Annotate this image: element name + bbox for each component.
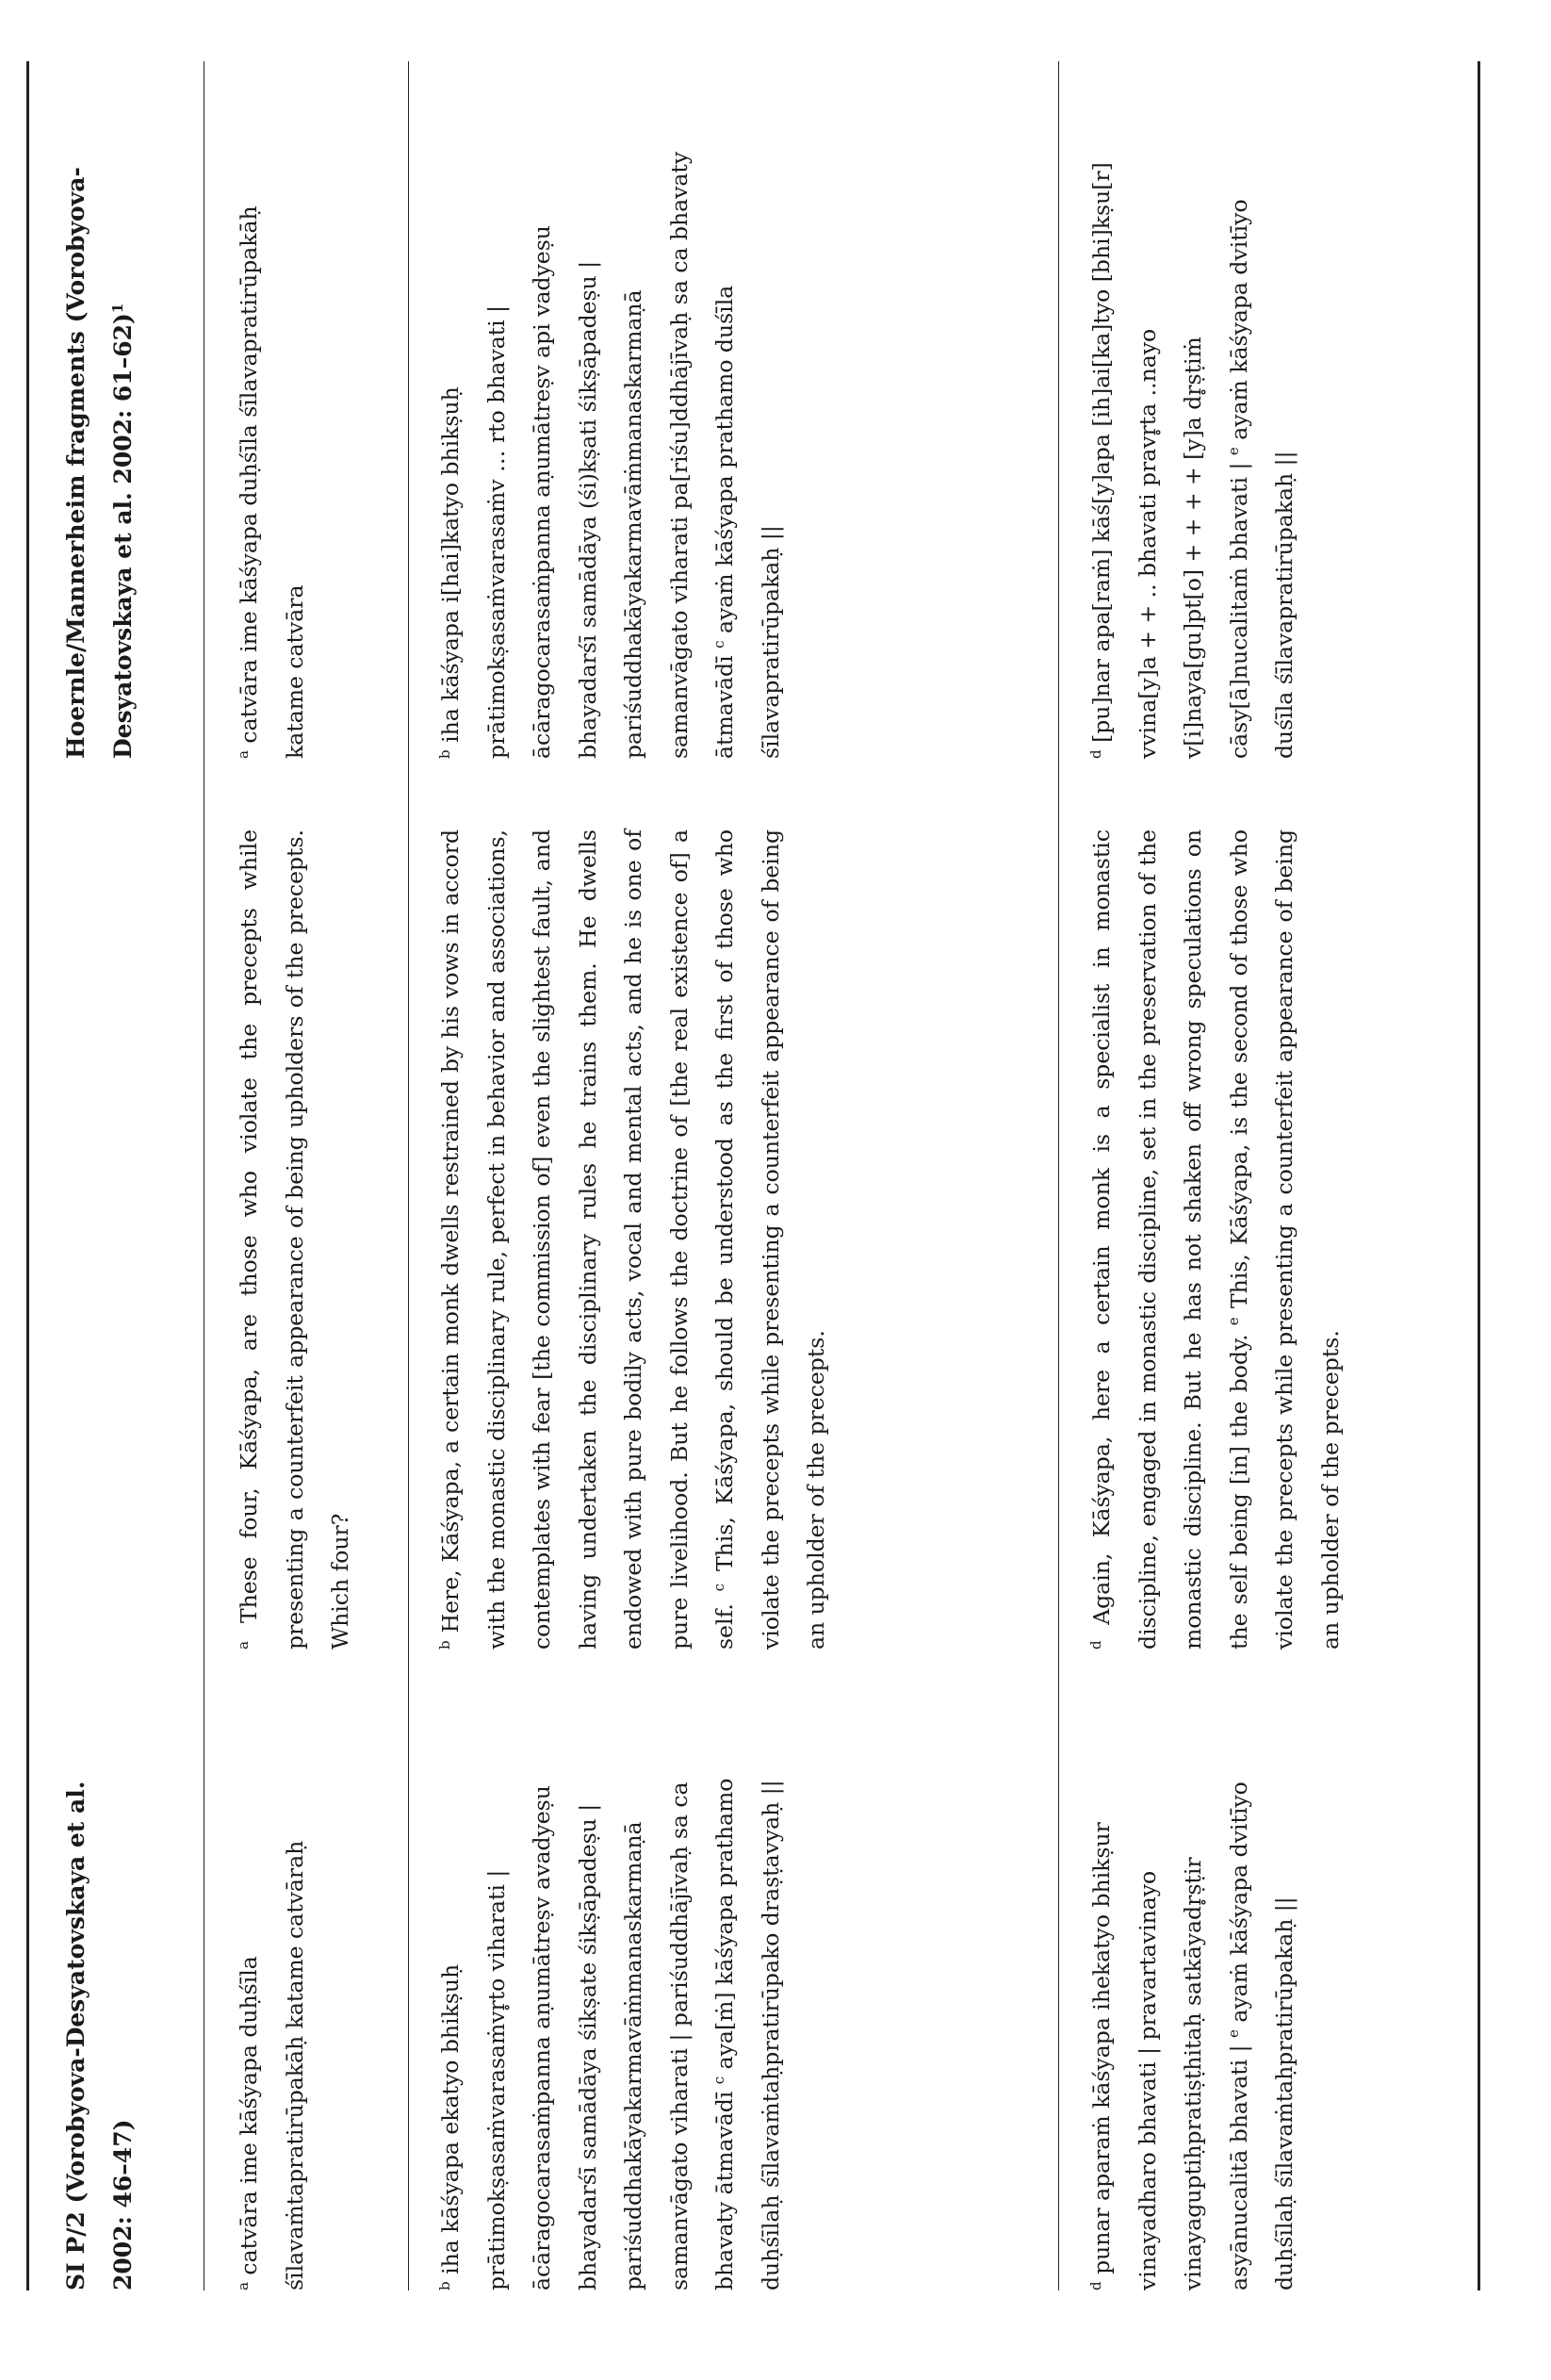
row-e-label-en: e [1224, 1317, 1242, 1326]
row-e-english: This, Kāśyapa, is the second of those who violate the precepts while presenting a counterfeit appearance of being an upholder of the precepts. [1225, 829, 1344, 1650]
row-b-english: Here, Kāśyapa, a certain monk dwells restrained by his vows in accord with the monastic disciplinary rule, perfect in behavior and associations, contemplates with fear [the commission of] even the slightest fault, and having undertaken the disciplinary rules he trains them. He dwells endowed with pure bodily acts, vocal and mental acts, and he is one of pure livelihood. But he follows the doctrine of [the real existence of] a self. [437, 829, 738, 1650]
row-a-label-hm: a [235, 750, 252, 759]
row-d-col-3 [1079, 146, 1308, 759]
header-col-3-text: Hoernle/Mannerheim fragments (Vorobyova-Desyatovskaya et al. 2002: 61–62) [62, 167, 137, 759]
row-d-sanskrit-hm: [pu]nar apa[raṁ] kāś[y]apa [ih]ai[ka]tyo [bhi]kṣu[r] vvina[y]a + + .. bhavati pravr̥ta ..nayo v[i]naya[gu]pt[o] + + + + [y]a dr̥ṣṭiṁ cāsy[ā]nucalitaṁ bhavati | [1088, 162, 1252, 759]
row-d-sanskrit-si: punar aparaṁ kāśyapa ihekatyo bhikṣur vinayadharo bhavati | pravartavinayo vinayaguptiḥpratiṣṭhitaḥ satkāyadr̥ṣṭir asyānucalitā bhavati | [1088, 1822, 1252, 2290]
row-e-sanskrit-hm: ayaṁ kāśyapa dvitīyo duśīla śīlavapratirūpakaḥ || [1225, 199, 1298, 759]
row-a-col-1 [226, 1715, 318, 2290]
bottom-rule [1478, 61, 1480, 2290]
row-e-label: e [1224, 2029, 1242, 2038]
row-d-english: Again, Kāśyapa, here a certain monk is a specialist in monastic discipline, engaged in monastic discipline, set in the preservation of the monastic discipline. But he has not shaken off wrong speculations on the self being [in] the body. [1088, 829, 1252, 1650]
row-d-label-en: d [1087, 1640, 1104, 1650]
top-rule [26, 61, 29, 2290]
row-rule-2 [1058, 61, 1059, 2290]
row-e-sanskrit-si: ayaṁ kāśyapa dvitīyo duḥśīlaḥ śīlavaṁtaḥpratirūpakaḥ || [1225, 1781, 1298, 2290]
row-b-col-2 [428, 829, 840, 1650]
row-c-label-hm: c [710, 640, 727, 648]
row-a-sanskrit-si: catvāra ime kāśyapa duḥśīla śīlavaṁtapratirūpakāḥ katame catvāraḥ [236, 1840, 308, 2290]
row-b-sanskrit-hm: iha kāśyapa i[hai]katyo bhikṣuḥ prātimokṣasaṁvarasaṁv … rto bhavati | ācāragocarasaṁpanna aṇumātreṣv api vadyeṣu bhayadarśī samādāya (śi)kṣati śikṣāpadeṣu | pariśuddhakāyakarmavāṁmanaskarmaṇā samanvāgato viharati pa[riśu]ddhājīvaḥ sa ca bhavaty ātmavādī [437, 151, 738, 759]
row-rule-1 [408, 61, 409, 2290]
row-d-col-2 [1079, 829, 1353, 1650]
row-b-col-1 [428, 1715, 793, 2290]
row-b-sanskrit-si: iha kāśyapa ekatyo bhikṣuḥ prātimokṣasaṁvarasaṁvr̥to viharati | ācāragocarasaṁpanna aṇumātreṣv avadyeṣu bhayadarśī samādāya śikṣate śikṣāpadeṣu | pariśuddhakāyakarmavāṁmanaskarmaṇā samanvāgato viharati | pariśuddhājīvaḥ sa ca bhavaty ātmavādī [437, 1781, 738, 2290]
row-b-label: b [436, 2281, 453, 2290]
row-c-sanskrit-si: aya[ṁ] kāśyapa prathamo duḥśīlaḥ śīlavaṁtaḥpratirūpako draṣṭavyaḥ || [711, 1778, 784, 2290]
row-a-label: a [235, 2282, 252, 2290]
row-b-col-3 [428, 146, 793, 759]
row-d-col-1 [1079, 1715, 1308, 2290]
row-c-label: c [710, 2076, 727, 2085]
header-footnote-mark: 1 [109, 303, 126, 314]
row-a-sanskrit-hm: catvāra ime kāśyapa duḥśīla śīlavapratirūpakāḥ katame catvāra [236, 205, 308, 759]
row-c-english: This, Kāśyapa, should be understood as the first of those who violate the precepts while presenting a counterfeit appearance of being an upholder of the precepts. [711, 829, 829, 1650]
rotated-page [9, 0, 1551, 2380]
row-d-label-hm: d [1087, 749, 1104, 759]
row-b-label-en: b [436, 1640, 453, 1650]
row-e-label-hm: e [1224, 447, 1242, 456]
row-a-col-3 [226, 146, 318, 759]
header-col-3 [53, 146, 147, 759]
header-col-1 [53, 1715, 147, 2290]
row-c-sanskrit-hm: ayaṁ kāśyapa prathamo duśīla śīlavapratirūpakaḥ || [711, 285, 784, 759]
header-col-1-text: SI P/2 (Vorobyova-Desyatovskaya et al. 2002: 46–47) [62, 1781, 137, 2290]
row-a-label-en: a [235, 1641, 252, 1650]
row-a-col-2 [226, 829, 364, 1650]
row-a-english: These four, Kāśyapa, are those who violate the precepts while presenting a counterfeit appearance of being upholders of the precepts. Which four? [236, 829, 353, 1650]
row-d-label: d [1087, 2281, 1104, 2290]
row-b-label-hm: b [436, 749, 453, 759]
row-c-label-en: c [710, 1583, 727, 1592]
